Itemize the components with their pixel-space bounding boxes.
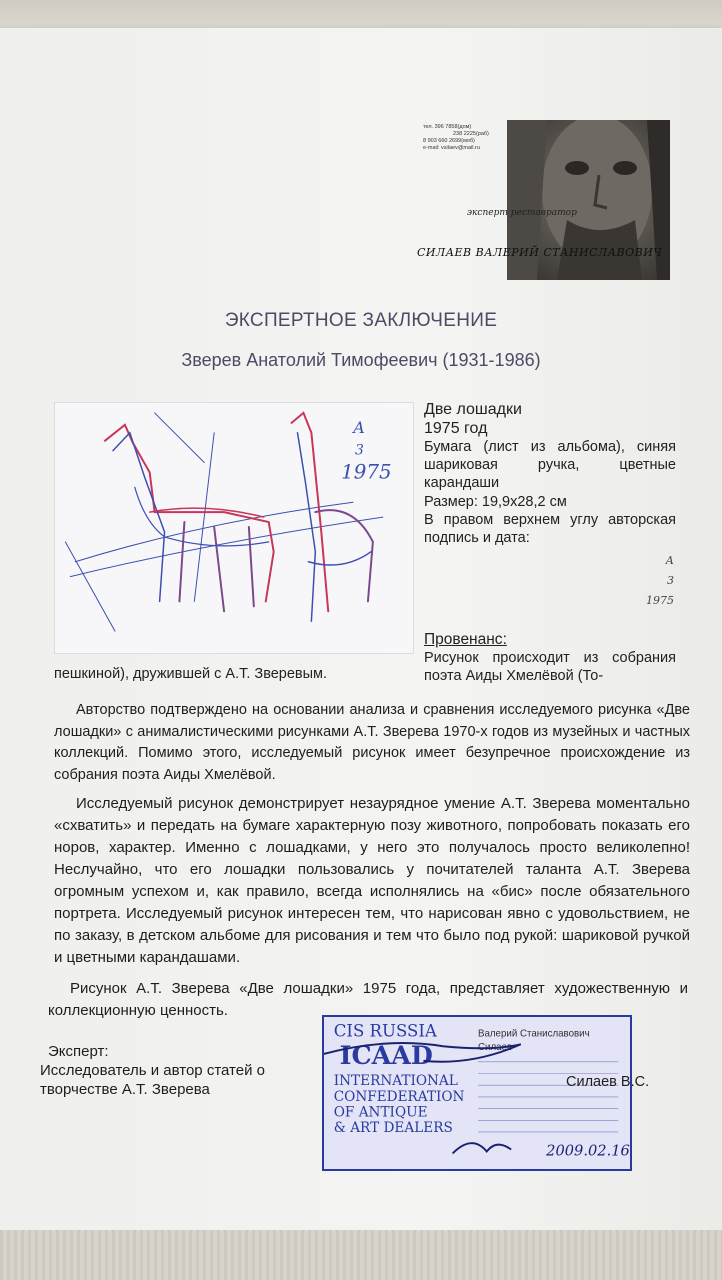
artwork-medium: Бумага (лист из альбома), синяя шариковая ручка, цветные карандаши <box>424 439 676 491</box>
stamp-name: Силаев <box>477 1042 513 1054</box>
signature-note: В правом верхнем углу авторская подпись и дата: <box>424 512 676 546</box>
stamp-text: ICAAD <box>339 1039 433 1070</box>
artist-heading: Зверев Анатолий Тимофеевич (1931-1986) <box>181 350 541 370</box>
stamp-text: CONFEDERATION <box>333 1088 465 1105</box>
sketch-line <box>70 517 383 577</box>
letterhead <box>405 94 670 284</box>
expert-label: Эксперт: <box>48 1043 109 1060</box>
expert-description: творчестве А.Т. Зверева <box>40 1081 210 1098</box>
official-stamp <box>322 1015 632 1171</box>
signature-line: 1975 <box>646 594 674 607</box>
provenance-text: Рисунок происходит из собрания поэта Аиды Хмелёвой (То- <box>424 650 676 684</box>
expert-role: эксперт реставратор <box>467 208 577 218</box>
expert-name: СИЛАЕВ ВАЛЕРИЙ СТАНИСЛАВОВИЧ <box>417 246 663 259</box>
sketch-line <box>194 433 214 602</box>
signature-line: А <box>665 554 674 567</box>
artwork-size: Размер: 19,9х28,2 см <box>424 494 567 510</box>
provenance-text-continued: пешкиной), дружившей с А.Т. Зверевым. <box>54 666 328 682</box>
signature-transcription <box>424 551 676 611</box>
stamp-text: INTERNATIONAL <box>333 1073 458 1090</box>
stamp-text: OF ANTIQUE <box>333 1104 428 1121</box>
stamp-text: & ART DEALERS <box>333 1119 453 1136</box>
artwork-details <box>424 400 676 685</box>
expert-signature-block <box>40 1042 265 1099</box>
sketch-line <box>297 433 315 621</box>
artwork-inscription: 3 <box>355 442 364 459</box>
contact-line: e-mail: vsilaev@mail.ru <box>423 145 480 151</box>
signature-line: 3 <box>667 574 674 587</box>
document-title: ЭКСПЕРТНОЕ ЗАКЛЮЧЕНИЕ <box>224 310 498 331</box>
artwork-year: 1975 год <box>424 420 488 437</box>
sketch-line <box>155 413 205 463</box>
sketch-line <box>308 552 371 565</box>
paragraph-analysis: Исследуемый рисунок демонстрирует незаурядное умение А.Т. Зверева моментально «схватить» и передать на бумаге характерную позу животного, попробовать показать его норов, характер. Именно с лошадками, у него это получалось просто великолепно! Неслучайно, что его лошадки пользовались у почитателей таланта А.Т. Зверева огромным успехом и, как правило, всегда исполнялись на «бис» после обязательного портрета. Исследуемый рисунок интересен тем, что нарисован явно с удовольствием, не по заказу, в детском альбоме для рисования и тем что было под рукой: шариковой ручкой и цветными карандашами. <box>54 795 690 966</box>
artwork-inscription: А <box>353 417 366 437</box>
signer-name: Силаев В.С. <box>566 1074 650 1090</box>
handwritten-date: 2009.02.16 <box>546 1142 630 1160</box>
stamp-text: CIS RUSSIA <box>333 1021 437 1041</box>
artwork-title: Две лошадки <box>424 401 522 418</box>
contact-line: тел. 396 7858(дом) <box>423 124 472 130</box>
expert-description: Исследователь и автор статей о <box>40 1062 265 1079</box>
artwork-inscription: 1975 <box>341 460 392 484</box>
sketch-line <box>179 522 253 611</box>
provenance-label: Провенанс: <box>424 631 507 648</box>
sketch-line <box>65 542 115 631</box>
paragraph-conclusion: Рисунок А.Т. Зверева «Две лошадки» 1975 года, представляет художественную и коллекционную ценность. <box>48 980 688 1019</box>
contact-line: 8 903 660 2699(моб) <box>423 138 475 144</box>
stamp-name: Валерий Станиславович <box>477 1028 590 1040</box>
handwritten-signature <box>453 1143 511 1153</box>
sketch-line <box>113 433 165 602</box>
table-surface-bottom <box>0 1230 722 1280</box>
artwork-image <box>54 402 414 654</box>
paragraph-authorship: Авторство подтверждено на основании анализа и сравнения исследуемого рисунка «Две лошадки» с анималистическими рисунками А.Т. Зверева 1970-х годов из музейных и частных коллекций. Помимо этого, исследуемый рисунок имеет безупречное происхождение из собрания поэта Аиды Хмелёвой. <box>54 702 690 783</box>
contact-line: 238 2225(раб) <box>453 131 489 137</box>
